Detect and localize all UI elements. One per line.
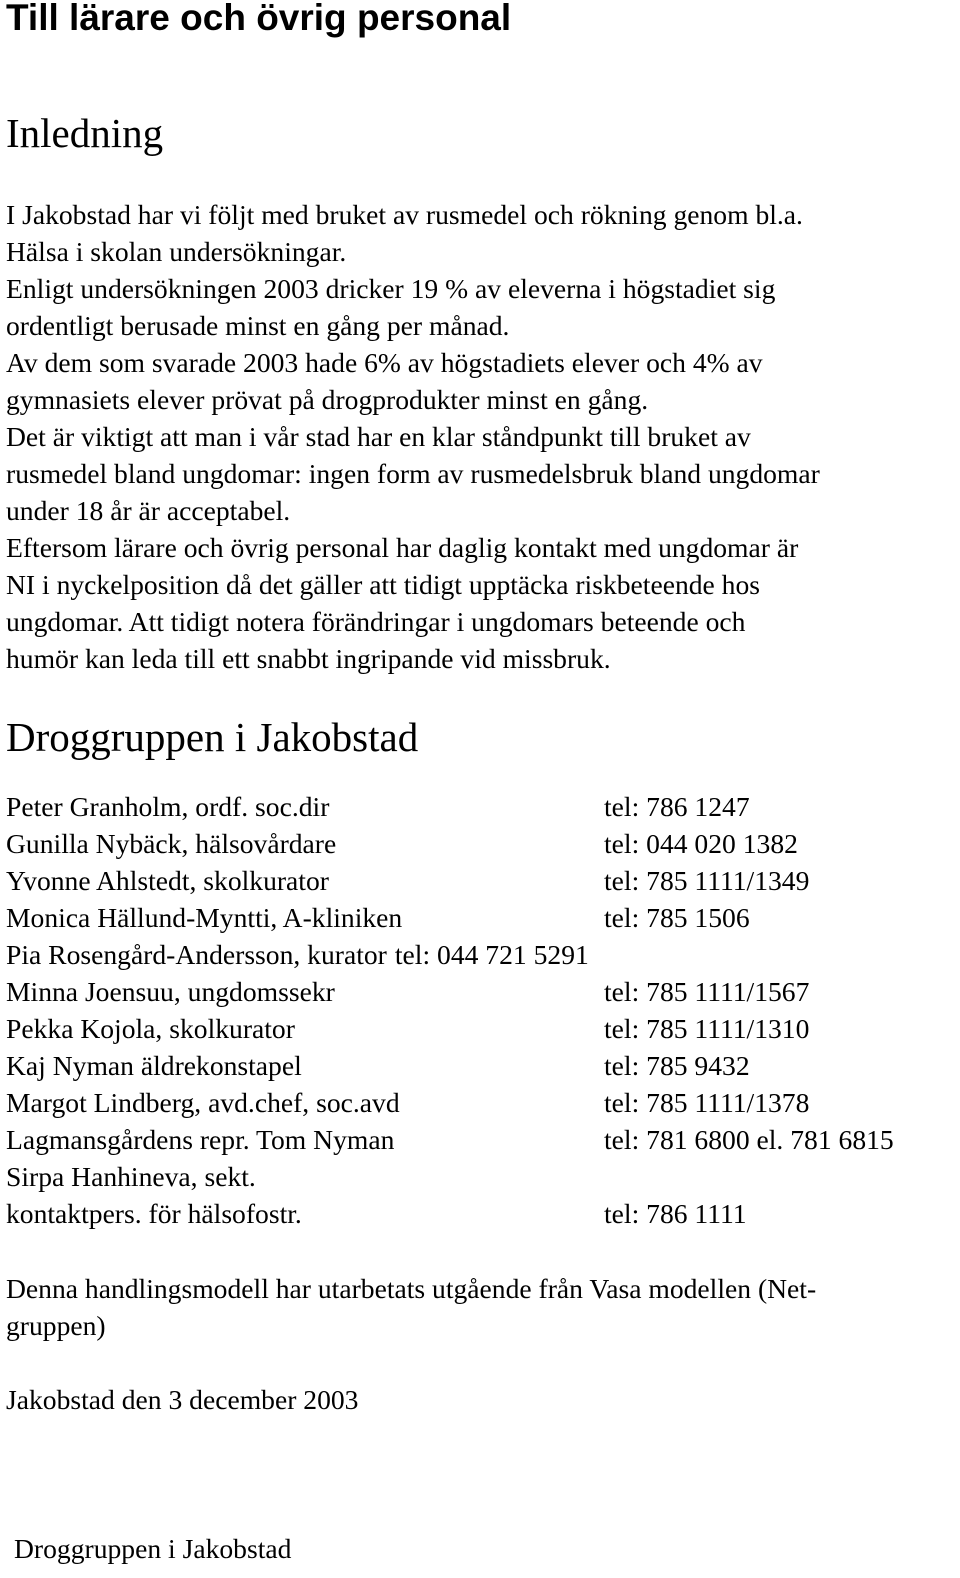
contact-name: Gunilla Nybäck, hälsovårdare bbox=[6, 828, 337, 859]
intro-line: gymnasiets elever prövat på drogprodukter minst en gång. bbox=[6, 384, 649, 415]
contact-phone: tel: 785 1506 bbox=[604, 902, 750, 933]
contact-name: Yvonne Ahlstedt, skolkurator bbox=[6, 865, 329, 896]
intro-line: Av dem som svarade 2003 hade 6% av högstadiets elever och 4% av bbox=[6, 347, 763, 378]
contact-phone: tel: 786 1247 bbox=[604, 791, 750, 822]
contact-phone: tel: 785 1111/1567 bbox=[604, 976, 810, 1007]
contact-name: kontaktpers. för hälsofostr. bbox=[6, 1198, 302, 1229]
contact-name: Pia Rosengård-Andersson, kurator bbox=[6, 939, 387, 970]
contact-row bbox=[6, 788, 956, 825]
intro-line: Eftersom lärare och övrig personal har daglig kontakt med ungdomar är bbox=[6, 532, 799, 563]
contact-name: Peter Granholm, ordf. soc.dir bbox=[6, 791, 330, 822]
contact-name: Monica Hällund-Myntti, A-kliniken bbox=[6, 902, 403, 933]
contact-row bbox=[6, 1047, 956, 1084]
contact-row bbox=[6, 825, 956, 862]
contact-name: Margot Lindberg, avd.chef, soc.avd bbox=[6, 1087, 400, 1118]
contact-phone: tel: 785 1111/1310 bbox=[604, 1013, 810, 1044]
contact-phone: tel: 044 020 1382 bbox=[604, 828, 798, 859]
document-title: Till lärare och övrig personal bbox=[6, 0, 512, 38]
intro-line: humör kan leda till ett snabbt ingripande vid missbruk. bbox=[6, 643, 611, 674]
contact-name: Sirpa Hanhineva, sekt. bbox=[6, 1161, 256, 1192]
contact-row bbox=[6, 1158, 956, 1195]
contact-name: Minna Joensuu, ungdomssekr bbox=[6, 976, 335, 1007]
intro-line: I Jakobstad har vi följt med bruket av rusmedel och rökning genom bl.a. bbox=[6, 199, 803, 230]
contact-row bbox=[6, 1195, 956, 1232]
intro-paragraph bbox=[6, 196, 958, 677]
contact-row bbox=[6, 862, 956, 899]
contact-name: Lagmansgårdens repr. Tom Nyman bbox=[6, 1124, 395, 1155]
intro-line: ordentligt berusade minst en gång per månad. bbox=[6, 310, 510, 341]
intro-line: Det är viktigt att man i vår stad har en klar ståndpunkt till bruket av bbox=[6, 421, 751, 452]
intro-line: ungdomar. Att tidigt notera förändringar i ungdomars beteende och bbox=[6, 606, 746, 637]
contact-row bbox=[6, 1121, 956, 1158]
contact-phone: tel: 044 721 5291 bbox=[394, 939, 589, 970]
contact-row bbox=[6, 1084, 956, 1121]
contact-name: Kaj Nyman äldrekonstapel bbox=[6, 1050, 302, 1081]
intro-line: Enligt undersökningen 2003 dricker 19 % av eleverna i högstadiet sig bbox=[6, 273, 776, 304]
model-note bbox=[6, 1270, 958, 1344]
group-heading: Droggruppen i Jakobstad bbox=[6, 714, 419, 760]
intro-line: rusmedel bland ungdomar: ingen form av rusmedelsbruk bland ungdomar bbox=[6, 458, 820, 489]
document-date: Jakobstad den 3 december 2003 bbox=[6, 1384, 359, 1415]
contact-name: Pekka Kojola, skolkurator bbox=[6, 1013, 295, 1044]
signature: Droggruppen i Jakobstad bbox=[14, 1533, 292, 1564]
contact-row bbox=[6, 1010, 956, 1047]
contact-phone: tel: 785 1111/1349 bbox=[604, 865, 810, 896]
contact-row bbox=[6, 936, 956, 973]
contact-list bbox=[6, 788, 956, 1232]
intro-heading: Inledning bbox=[6, 110, 164, 156]
contact-row bbox=[6, 899, 956, 936]
contact-phone: tel: 781 6800 el. 781 6815 bbox=[604, 1124, 894, 1155]
contact-row bbox=[6, 973, 956, 1010]
intro-line: under 18 år är acceptabel. bbox=[6, 495, 291, 526]
contact-phone: tel: 785 9432 bbox=[604, 1050, 750, 1081]
contact-phone: tel: 785 1111/1378 bbox=[604, 1087, 810, 1118]
intro-line: Hälsa i skolan undersökningar. bbox=[6, 236, 347, 267]
intro-line: NI i nyckelposition då det gäller att tidigt upptäcka riskbeteende hos bbox=[6, 569, 761, 600]
contact-phone: tel: 786 1111 bbox=[604, 1198, 747, 1229]
note-line: Denna handlingsmodell har utarbetats utgående från Vasa modellen (Net- bbox=[6, 1273, 817, 1304]
note-line: gruppen) bbox=[6, 1310, 106, 1341]
